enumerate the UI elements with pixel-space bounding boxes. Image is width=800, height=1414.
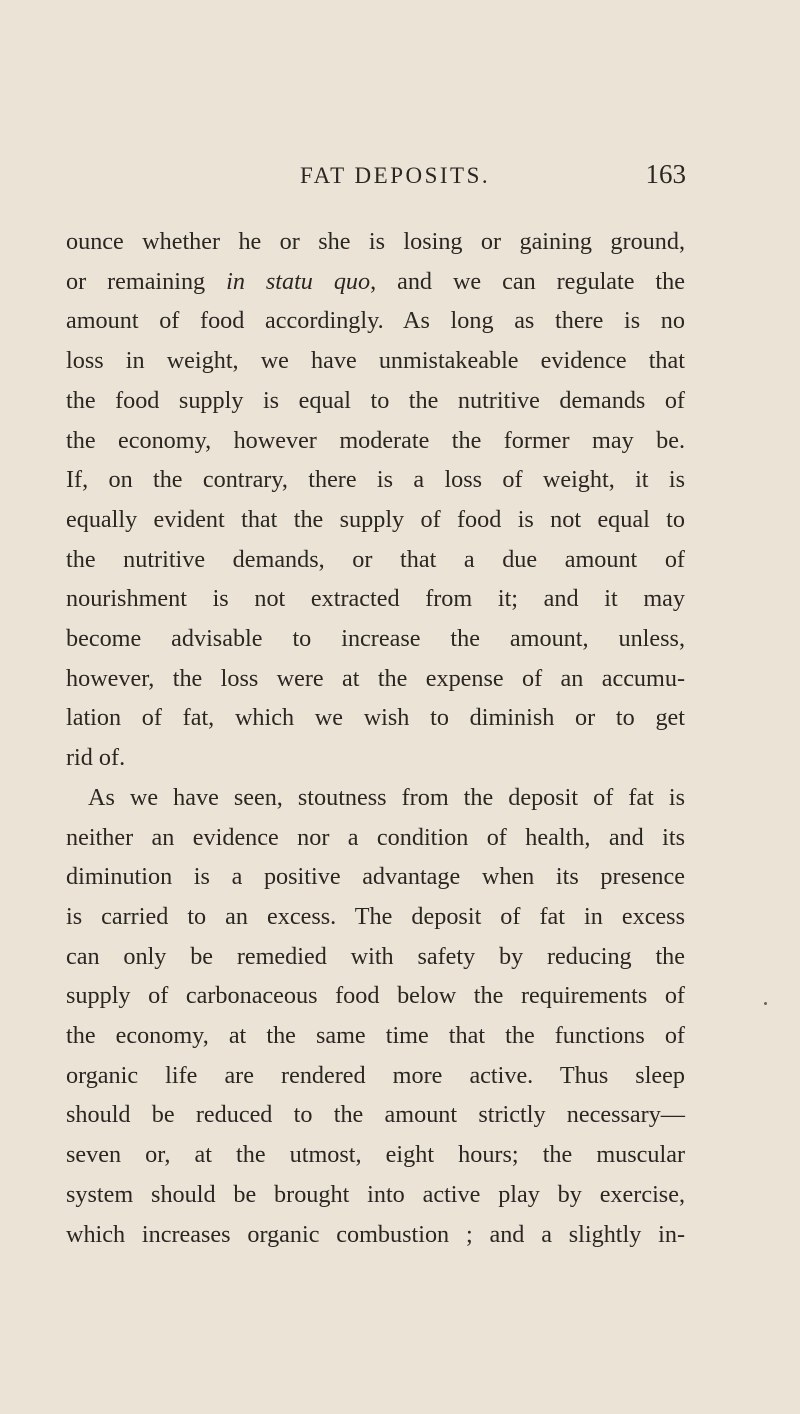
text-line: nourishment is not extracted from it; and it may [66,585,685,613]
text-line: diminution is a positive advantage when its presence [66,863,685,891]
text-line: the food supply is equal to the nutritive demands of [66,386,685,414]
text-line: is carried to an excess. The deposit of fat in excess [66,902,685,930]
body-text [66,222,685,1254]
text-line: or remaining in statu quo, and we can regulate the [66,267,685,295]
paragraph-1 [66,222,685,778]
text-line: ounce whether he or she is losing or gaining ground, [66,228,685,255]
text-line: lation of fat, which we wish to diminish or to get [66,704,685,732]
text-line: however, the loss were at the expense of an accumu- [66,664,685,692]
paper-speck [764,1002,767,1005]
text-line: the economy, at the same time that the functions of [66,1022,685,1050]
paragraph-2 [66,778,685,1254]
text-line: can only be remedied with safety by reducing the [66,942,685,970]
text-line: the economy, however moderate the former may be. [66,426,685,454]
text-line: loss in weight, we have unmistakeable evidence that [66,347,685,375]
text-line: organic life are rendered more active. Thus sleep [66,1061,685,1089]
text-line: should be reduced to the amount strictly necessary— [66,1101,685,1129]
text-line: which increases organic combustion ; and a slightly in- [66,1220,685,1248]
text-line: amount of food accordingly. As long as there is no [66,307,685,335]
text-line: If, on the contrary, there is a loss of weight, it is [66,466,685,494]
text-line: the nutritive demands, or that a due amount of [66,545,685,573]
text-line: equally evident that the supply of food is not equal to [66,505,685,533]
text-line: As we have seen, stoutness from the deposit of fat is [88,783,685,811]
page-number: 163 [645,159,686,189]
running-title: FAT DEPOSITS. [300,163,491,188]
text-line: become advisable to increase the amount, unless, [66,625,685,653]
running-head [0,158,800,194]
text-line: neither an evidence nor a condition of health, and its [66,823,685,851]
text-line: system should be brought into active play by exercise, [66,1180,685,1208]
text-line: supply of carbonaceous food below the requirements of [66,982,685,1010]
text-line: seven or, at the utmost, eight hours; the muscular [66,1141,685,1169]
text-line: rid of. [66,744,126,772]
